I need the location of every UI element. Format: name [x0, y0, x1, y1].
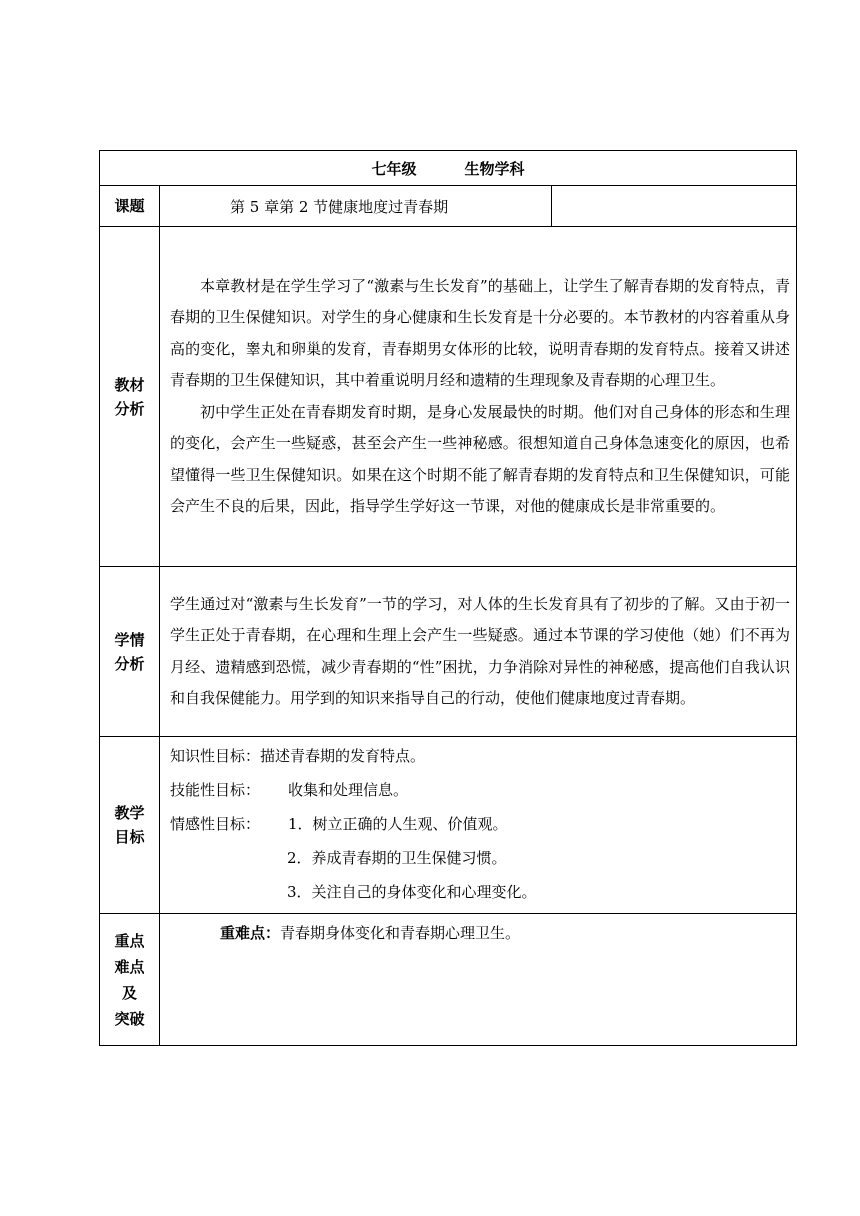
- material-paragraph-2: 初中学生正处在青春期发育时期，是身心发展最快的时期。他们对自己身体的形态和生理的变化，会产生一些疑惑，甚至会产生一些神秘感。很想知道自己身体急速变化的原因，也希望懂得一些卫生保健知识。如果在这个时期不能了解青春期的发育特点和卫生保健知识，可能会产生不良的后果，因此，指导学生学好这一节课，对他的健康成长是非常重要的。: [170, 402, 790, 515]
- emotion-goal-label: 情感性目标：: [170, 815, 261, 833]
- emotion-goal: [170, 807, 790, 841]
- material-paragraph-1: 本章教材是在学生学习了“激素与生长发育”的基础上，让学生了解青春期的发育特点，青春期的卫生保健知识。对学生的身心健康和生长发育是十分必要的。本节教材的内容着重从身高的变化，睾丸和卵巢的发育，青春期男女体形的比较，说明青春期的发育特点。接着又讲述青春期的卫生保健知识，其中着重说明月经和遗精的生理现象及青春期的心理卫生。: [170, 276, 790, 389]
- skill-goal-text: 收集和处理信息。: [288, 781, 409, 799]
- material-analysis-label: 教材 分析: [100, 227, 160, 567]
- key-points-content: [160, 914, 797, 1046]
- key-points-row: [100, 914, 797, 1046]
- topic-label: 课题: [100, 186, 160, 227]
- skill-goal-label: 技能性目标：: [170, 781, 261, 799]
- teaching-goals-row: [100, 737, 797, 914]
- lesson-plan-table: [99, 150, 797, 1046]
- table-title: [100, 151, 797, 186]
- material-analysis-content: [160, 227, 797, 567]
- knowledge-goal: [170, 739, 790, 773]
- material-analysis-row: [100, 227, 797, 567]
- subject-label: 生物学科: [464, 159, 525, 178]
- student-analysis-row: [100, 567, 797, 737]
- student-analysis-text: 学生通过对“激素与生长发育”一节的学习，对人体的生长发育具有了初步的了解。又由于初一学生正处于青春期，在心理和生理上会产生一些疑惑。通过本节课的学习使他（她）们不再为月经、遗精感到恐慌，减少青春期的“性”困扰，力争消除对异性的神秘感，提高他们自我认识和自我保健能力。用学到的知识来指导自己的行动，使他们健康地度过青春期。: [170, 594, 790, 707]
- teaching-goals-content: [160, 737, 797, 914]
- teaching-goals-label: 教学 目标: [100, 737, 160, 914]
- header-row: [100, 151, 797, 186]
- emotion-goal-item-1: 1．树立正确的人生观、价值观。: [288, 815, 508, 833]
- topic-empty-cell: [552, 186, 797, 227]
- emotion-goal-item-3: 3．关注自己的身体变化和心理变化。: [287, 883, 537, 901]
- topic-row: [100, 186, 797, 227]
- key-points-label: 重点 难点 及 突破: [100, 914, 160, 1046]
- skill-goal: [170, 773, 790, 807]
- key-points-text: 青春期身体变化和青春期心理卫生。: [280, 924, 521, 942]
- student-analysis-content: [160, 567, 797, 737]
- knowledge-goal-text: 描述青春期的发育特点。: [260, 747, 426, 765]
- topic-text: 第 5 章第 2 节健康地度过青春期: [160, 186, 552, 227]
- key-points-heading: 重难点：: [220, 924, 281, 942]
- grade-label: 七年级: [371, 159, 417, 178]
- knowledge-goal-label: 知识性目标：: [170, 747, 261, 765]
- emotion-goal-item-2: 2．养成青春期的卫生保健习惯。: [287, 849, 507, 867]
- student-analysis-label: 学情 分析: [100, 567, 160, 737]
